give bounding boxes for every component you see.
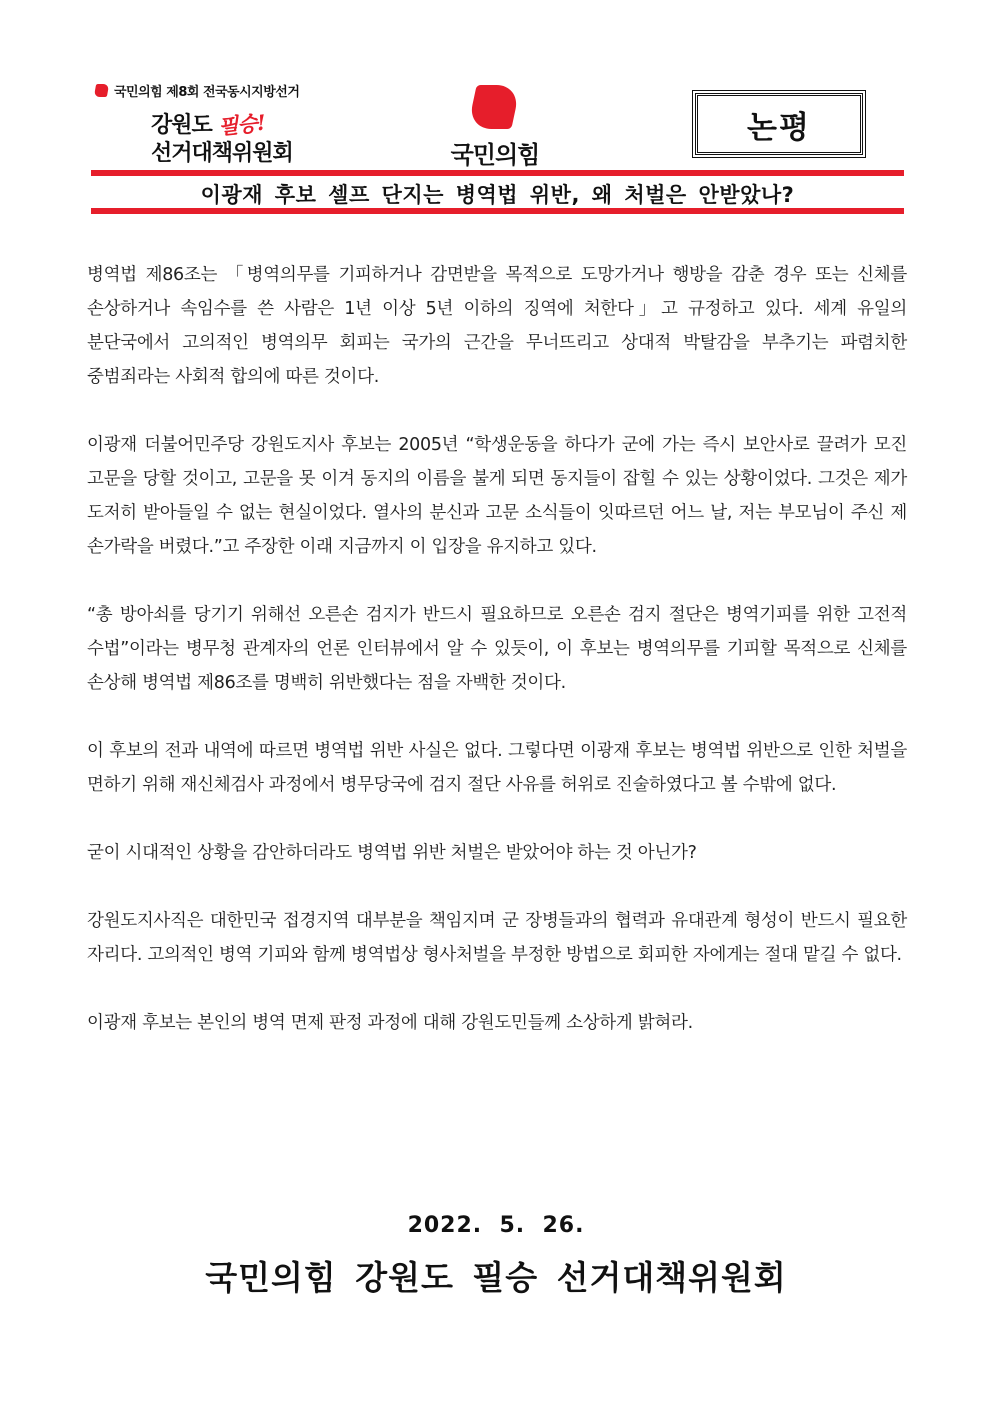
paragraph: 이광재 후보는 본인의 병역 면제 판정 과정에 대해 강원도민들께 소상하게 밝혀라. [87, 1013, 693, 1033]
headline-top-rule [91, 170, 904, 176]
committee-name-line1 [151, 108, 265, 139]
paragraph: 굳이 시대적인 상황을 감안하더라도 병역법 위반 처벌은 받았어야 하는 것 아닌가? [87, 843, 697, 863]
party-mark-icon [94, 84, 109, 97]
statement-body [87, 258, 907, 1074]
campaign-committee-logo [95, 80, 355, 170]
party-name: 국민의힘 [450, 141, 540, 169]
committee-region: 강원도 [151, 113, 219, 138]
paragraph: 이 후보의 전과 내역에 따르면 병역법 위반 사실은 없다. 그렇다면 이광재 후보는 병역법 위반으로 인한 처벌을 면하기 위해 재신체검사 과정에서 병무당국에 검지 절단 사유를 허위로 진술하였다고 볼 수밖에 없다. [87, 741, 907, 795]
committee-slogan: 필승! [217, 109, 267, 140]
paragraph: 강원도지사직은 대한민국 접경지역 대부분을 책임지며 군 장병들과의 협력과 유대관계 형성이 반드시 필요한 자리다. 고의적인 병역 기피와 함께 병역법상 형사처벌을 부정한 방법으로 회피한 자에게는 절대 맡길 수 없다. [87, 911, 907, 965]
paragraph: “총 방아쇠를 당기기 위해선 오른손 검지가 반드시 필요하므로 오른손 검지 절단은 병역기피를 위한 고전적 수법”이라는 병무청 관계자의 언론 인터뷰에서 알 수 있듯이, 이 후보는 병역의무를 기피할 목적으로 신체를 손상해 병역법 제86조를 명백히 위반했다는 점을 자백한 것이다. [87, 605, 907, 693]
committee-name-line2: 선거대책위원회 [151, 141, 293, 166]
issuing-organization: 국민의힘 강원도 필승 선거대책위원회 [205, 1258, 787, 1297]
paragraph: 병역법 제86조는 「병역의무를 기피하거나 감면받을 목적으로 도망가거나 행방을 감춘 경우 또는 신체를 손상하거나 속임수를 쓴 사람은 1년 이상 5년 이하의 징역에 처한다」고 규정하고 있다. 세계 유일의 분단국에서 고의적인 병역의무 회피는 국가의 근간을 무너뜨리고 상대적 박탈감을 부추기는 파렴치한 중범죄라는 사회적 합의에 따른 것이다. [87, 265, 907, 387]
election-tagline: 국민의힘 제8회 전국동시지방선거 [114, 85, 300, 100]
paragraph: 이광재 더불어민주당 강원도지사 후보는 2005년 “학생운동을 하다가 군에 가는 즉시 보안사로 끌려가 모진 고문을 당할 것이고, 고문을 못 이겨 동지의 이름을 불게 되면 동지들이 잡힐 수 있는 상황이었다. 그것은 제가 도저히 받아들일 수 없는 현실이었다. 열사의 분신과 고문 소식들이 잇따르던 어느 날, 저는 부모님이 주신 제 손가락을 버렸다.”고 주장한 이래 지금까지 이 입장을 유지하고 있다. [87, 435, 907, 557]
statement-date: 2022. 5. 26. [407, 1213, 585, 1238]
headline: 이광재 후보 셀프 단지는 병역법 위반, 왜 처벌은 안받았나? [200, 183, 795, 207]
party-emblem-icon [467, 85, 520, 129]
document-type-badge: 논평 [695, 93, 863, 155]
headline-band [91, 170, 904, 214]
party-logo [440, 85, 550, 170]
headline-bottom-rule [91, 208, 904, 214]
